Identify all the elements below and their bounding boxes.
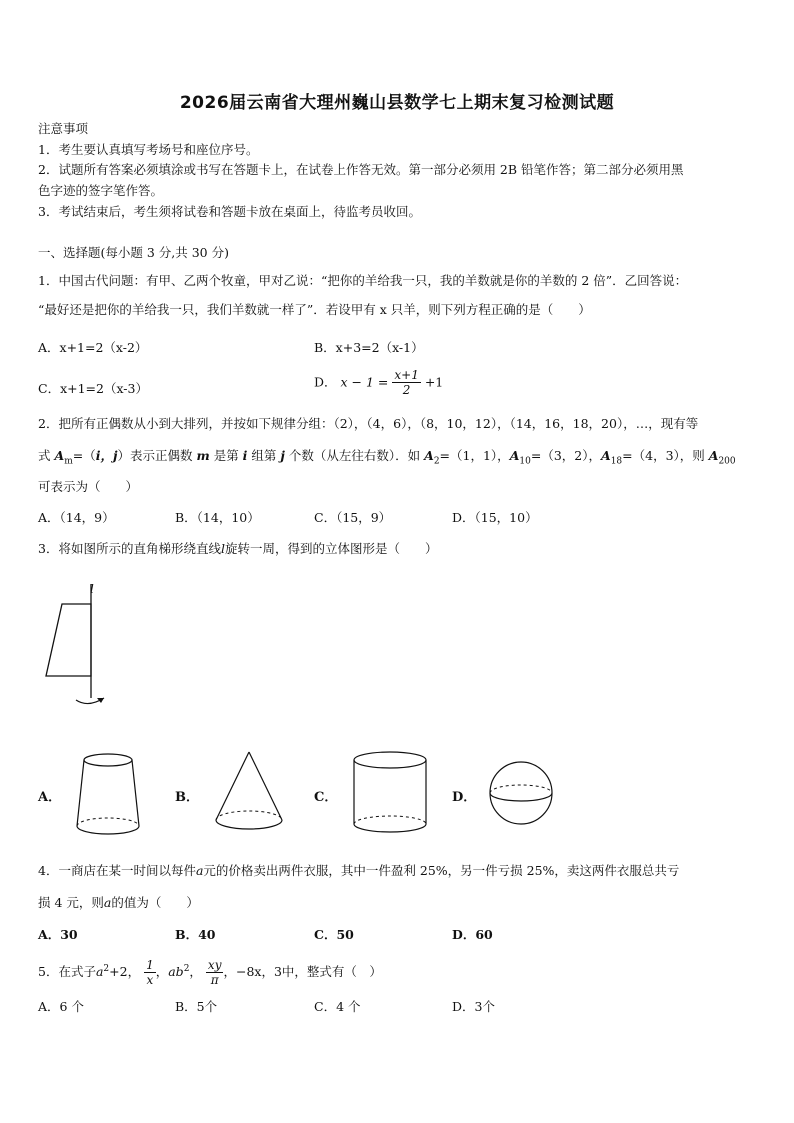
q5-option-c: C．4 个 <box>314 999 361 1014</box>
q5-expr2: ab <box>168 964 184 980</box>
q3-option-b: B． <box>175 790 199 805</box>
q2-text-d: 是第 <box>209 448 243 463</box>
q3-text-a: 3．将如图所示的直角梯形绕直线 <box>38 541 221 556</box>
page-title: 2026届云南省大理州巍山县数学七上期末复习检测试题 <box>179 93 615 113</box>
q2-i: i <box>242 448 248 463</box>
q4-text-b: 元的价格卖出两件衣服，其中一件盈利 25%，另一件亏损 25%，卖这两件衣服总共亏 <box>203 863 680 878</box>
q1-stem-line1: 1．中国古代问题：有甲、乙两个牧童，甲对乙说：“把你的羊给我一只，我的羊数就是你的羊数的 2 倍”．乙回答说： <box>38 273 688 288</box>
q1-option-d-numerator: x+1 <box>394 368 419 382</box>
q1-option-d-fraction <box>392 368 420 397</box>
q5-expr1-rest: +2， <box>109 964 141 980</box>
q2-a200-sub: 200 <box>718 456 736 467</box>
q2-text-f: 个数（从左往右数）．如 <box>284 448 425 463</box>
notice-item-3: 3．考试结束后，考生须将试卷和答题卡放在桌面上，待监考员收回。 <box>38 204 421 219</box>
q4-option-b: B．40 <box>175 927 216 942</box>
q4-stem-line2 <box>38 895 199 911</box>
q5-fraction-2-den: π <box>210 973 219 988</box>
right-trapezoid <box>46 604 91 676</box>
q2-text-e: 组第 <box>247 448 281 463</box>
q1-option-d-left: x − 1 = <box>340 374 389 390</box>
q5-fraction-1-den: x <box>146 973 154 988</box>
q2-text-a: 式 <box>38 448 55 463</box>
q4-option-c: C．50 <box>314 927 354 942</box>
q5-expr3: ，−8x，3 <box>223 964 282 980</box>
q1-option-d-right: +1 <box>424 374 444 390</box>
q1-option-d-label: D． <box>314 374 337 390</box>
q4-text-c: 损 4 元，则 <box>38 895 104 910</box>
q2-am: A <box>54 448 65 463</box>
q2-a10: A <box>509 448 520 463</box>
q2-m: m <box>196 448 210 463</box>
q1-option-d-denominator: 2 <box>402 383 411 397</box>
q5-sep1: ， <box>155 964 169 980</box>
trapezoid-figure <box>36 580 116 710</box>
q4-text-a: 4．一商店在某一时间以每件 <box>38 863 196 878</box>
cylinder-figure <box>350 748 430 840</box>
sphere-figure <box>486 758 556 828</box>
q3-option-a: A． <box>38 790 62 805</box>
q3-option-d: D． <box>452 790 477 805</box>
q3-option-c: C． <box>314 790 338 805</box>
q2-stem-line3: 可表示为（ ） <box>38 479 139 494</box>
q1-option-b: B．x+3=2（x-1） <box>314 340 424 355</box>
q2-a18: A <box>600 448 611 463</box>
q2-a2-sub: 2 <box>433 456 440 467</box>
q5-suffix: 中，整式有（ ） <box>281 964 382 980</box>
notice-item-2: 2．试题所有答案必须填涂或书写在答题卡上，在试卷上作答无效。第一部分必须用 2B 铅笔作答；第二部分必须用黑 <box>38 162 684 177</box>
q3-l: l <box>220 541 225 556</box>
q2-option-c: C．（15，9） <box>314 510 392 525</box>
frustum-figure <box>72 750 144 838</box>
notice-item-2-cont: 色字迹的签字笔作答。 <box>38 183 164 198</box>
q2-text-c: ）表示正偶数 <box>117 448 197 463</box>
notice-heading: 注意事项 <box>38 121 89 136</box>
q4-option-d: D．60 <box>452 927 493 942</box>
q4-a1: a <box>195 863 204 878</box>
q2-j: j <box>280 448 285 463</box>
q2-text-i: =（4，3），则 <box>622 448 709 463</box>
q4-text-d: 的值为（ ） <box>111 895 199 910</box>
q2-a18-sub: 18 <box>610 456 623 467</box>
q5-option-d: D．3个 <box>452 999 495 1014</box>
q5-fraction-1-num: 1 <box>146 958 154 973</box>
q4-a2: a <box>103 895 112 910</box>
axis-label: l <box>90 582 94 596</box>
q5-expr1: a <box>95 964 104 980</box>
arrowhead <box>97 698 104 703</box>
q2-am-sub: m <box>64 456 73 467</box>
q2-text-h: =（3，2）， <box>530 448 601 463</box>
q2-option-b: B．（14，10） <box>175 510 260 525</box>
q2-text-g: =（1，1）， <box>439 448 510 463</box>
q5-fraction-2 <box>206 958 224 987</box>
q2-a200: A <box>708 448 719 463</box>
q2-ij: i，j <box>95 448 118 463</box>
q5-option-a: A．6 个 <box>38 999 84 1014</box>
q2-option-a: A．（14，9） <box>38 510 115 525</box>
q1-option-c: C．x+1=2（x-3） <box>38 381 148 396</box>
q3-text-b: 旋转一周，得到的立体图形是（ ） <box>224 541 438 556</box>
q1-option-d <box>314 368 443 397</box>
q3-stem <box>38 541 437 557</box>
q5-expr1-sup: 2 <box>103 964 110 974</box>
q2-text-b: =（ <box>72 448 96 463</box>
q2-a2: A <box>424 448 434 463</box>
q2-a10-sub: 10 <box>519 456 531 467</box>
cone-figure <box>212 748 286 834</box>
q5-fraction-2-num: xy <box>207 958 222 973</box>
q1-stem-line2: “最好还是把你的羊给我一只，我们羊数就一样了”．若设甲有 x 只羊，则下列方程正确的是（ ） <box>38 302 591 317</box>
q2-option-d: D．（15，10） <box>452 510 538 525</box>
q2-stem-line1: 2．把所有正偶数从小到大排列，并按如下规律分组：（2），（4，6），（8，10，12），（14，16，18，20），…，现有等 <box>38 416 699 431</box>
q4-option-a: A．30 <box>38 927 78 942</box>
q5-fraction-1 <box>144 958 156 987</box>
section-heading: 一、选择题(每小题 3 分,共 30 分) <box>38 245 229 260</box>
q5-option-b: B．5个 <box>175 999 218 1014</box>
q2-stem-line2 <box>38 448 736 470</box>
q5-sep2: ， <box>189 964 202 980</box>
notice-item-1: 1．考生要认真填写考场号和座位序号。 <box>38 142 259 157</box>
q5-prefix: 5．在式子 <box>38 964 96 980</box>
q5-stem <box>38 954 382 987</box>
q4-stem-line1 <box>38 863 679 879</box>
q5-expr2-sup: 2 <box>183 964 190 974</box>
q1-option-a: A．x+1=2（x-2） <box>38 340 148 355</box>
